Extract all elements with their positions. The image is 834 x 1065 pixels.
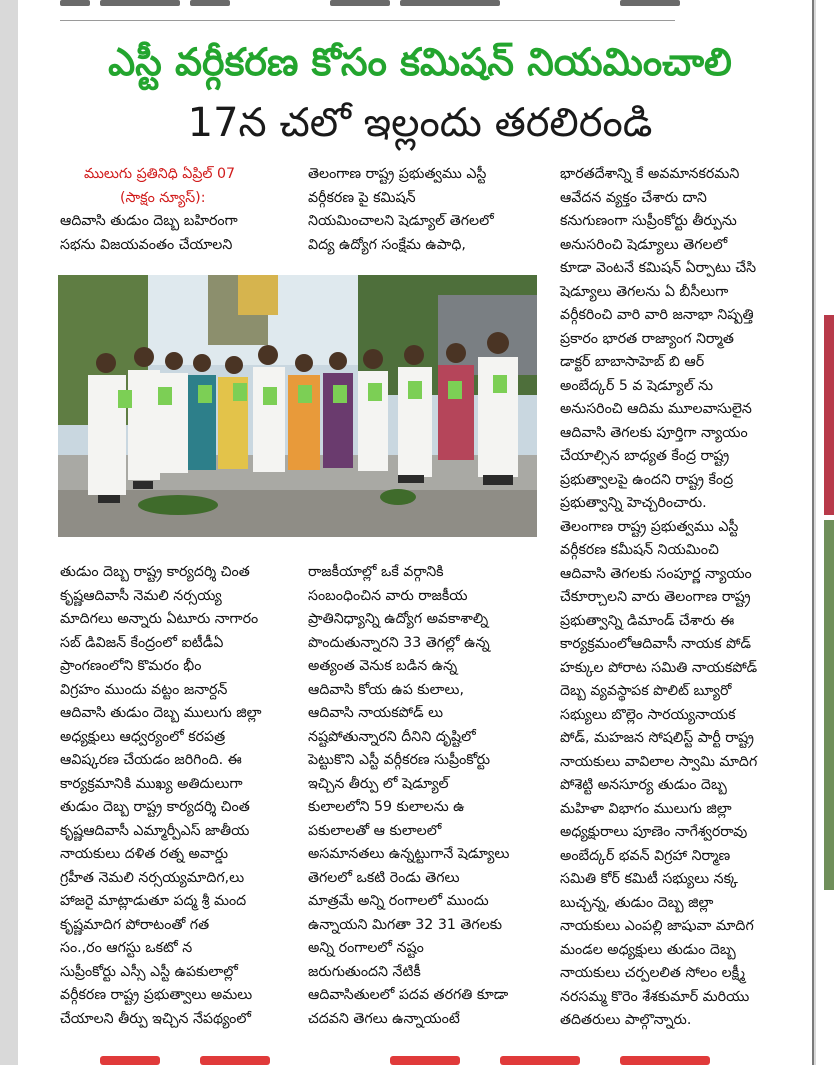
- text-line: చేయాలని తీర్పు ఇచ్చిన నేపథ్యంలో: [60, 1010, 251, 1027]
- text-line: హాజరై మాట్లాడుతూ పద్మ శ్రీ మంద: [60, 893, 247, 909]
- text-line: ఆదివాసి తెగలకు సంపూర్ణ న్యాయం: [560, 565, 752, 582]
- text-line: వర్గీకరణ రాష్ట్ర ప్రభుత్వాలు అమలు: [60, 987, 253, 1003]
- text-line: దెబ్బ వ్యవస్థాపక పొలిట్ బ్యూరో: [560, 683, 732, 699]
- text-line: ప్రకారం భారత రాజ్యాంగ నిర్మాత: [560, 330, 734, 347]
- text-line: ఆదివాసి తుడుం దెబ్బ బహిరంగా: [60, 213, 238, 229]
- text-line: తుడుం దెబ్బ రాష్ట్ర కార్యదర్శి చింత: [60, 564, 250, 580]
- text-line: ఆదివాసి తెగలకు పూర్తిగా న్యాయం: [560, 424, 748, 441]
- text-line: జరుగుతుందని నేటికీ: [308, 963, 421, 980]
- text-line: కృష్ణమాదిగ పోరాటంతో గత: [60, 916, 210, 933]
- cropped-next-headline: [60, 1052, 760, 1065]
- text-line: అన్ని రంగాలలో నష్టం: [308, 940, 424, 956]
- adjacent-article-edge: [816, 0, 834, 1065]
- text-line: మహిళా విభాగం ములుగు జిల్లా: [560, 800, 732, 817]
- text-line: పోశెట్టి అనసూర్య తుడుం దెబ్బ: [560, 777, 727, 793]
- text-line: అత్యంత వెనుక బడిన ఉన్న: [308, 658, 458, 674]
- text-line: ఆదివాసితులలో పదవ తరగతి కూడా: [308, 987, 509, 1003]
- column-divider: [812, 0, 814, 1065]
- text-line: నరసమ్మ కొరెం శేశకుమార్ మరియు: [560, 988, 750, 1005]
- text-line: సభను విజయవంతం చేయాలని: [60, 236, 233, 253]
- event-photo: [58, 275, 537, 537]
- text-line: వర్గీకరణ పై కమిషన్: [308, 189, 416, 206]
- dateline-line-1: ములుగు ప్రతినిధి ఏప్రిల్ 07: [84, 166, 236, 182]
- text-line: బుచ్చన్న, తుడుం దెబ్బ జిల్లా: [560, 894, 714, 911]
- text-line: సభ్యులు బొల్లెం సారయ్యనాయక: [560, 706, 736, 723]
- text-line: ఆవేదన వ్యక్తం చేశారు దాని: [560, 189, 707, 206]
- text-line: చేకూర్చాలని వారు తెలంగాణ రాష్ట్ర: [560, 589, 751, 605]
- text-line: ఇచ్చిన తీర్పు లో షెడ్యూల్: [308, 775, 449, 792]
- text-line: విద్య ఉద్యోగ సంక్షేమ ఉపాధి,: [308, 236, 466, 253]
- text-line: అధ్యక్షులు ఆధ్వర్యంలో కరపత్ర: [60, 728, 226, 745]
- text-line: ప్రాతినిధ్యాన్ని ఉద్యోగ అవకాశాల్ని: [308, 611, 489, 627]
- text-line: తుడుం దెబ్బ రాష్ట్ర కార్యదర్శి చింత: [60, 799, 250, 815]
- subheadline: 17న చలో ఇల్లందు తరలిరండి: [187, 100, 653, 146]
- text-line: కులాలలోని 59 కులాలను ఉ: [308, 799, 465, 815]
- text-line: సుప్రీంకోర్టు ఎస్సీ ఎస్టీ ఉపకులాల్లో: [60, 963, 238, 980]
- text-line: అధ్యక్షురాలు పూణెం నాగేశ్వరరావు: [560, 824, 748, 840]
- text-line: మాత్రమే అన్ని రంగాలలో ముందు: [308, 893, 489, 909]
- text-line: అంబేద్కర్ 5 వ షెడ్యూల్ ను: [560, 377, 714, 394]
- text-line: నాయకులు ఎంపల్లి జాషువా మాదిగ: [560, 918, 754, 934]
- text-line: ప్రభుత్వాలపై ఉందని రాష్ట్ర కేంద్ర: [560, 471, 734, 488]
- text-line: నాయకులు వావిలాల స్వామి మాదిగ: [560, 753, 758, 770]
- text-line: నాయకులు దళిత రత్న అవార్డు: [60, 846, 229, 862]
- text-line: కనుగుణంగా సుప్రీంకోర్టు తీర్పును: [560, 213, 737, 229]
- text-line: విగ్రహం ముందు వట్టం జనార్దన్: [60, 681, 228, 698]
- column-3: [560, 163, 810, 1033]
- text-line: ప్రాంగణంలోని కొమరం భీం: [60, 658, 202, 674]
- text-line: కృష్ణఆదివాసీ ఎమ్మార్పీఎస్ జాతీయ: [60, 822, 250, 839]
- text-line: తెగలలో ఒకటి రెండు తెగలు: [308, 869, 460, 886]
- column-2-top: [308, 163, 538, 257]
- text-line: నాయకులు చర్పలలిత సోలం లక్ష్మీ: [560, 965, 746, 981]
- text-line: తదితరులు పాల్గొన్నారు.: [560, 1012, 692, 1028]
- text-line: హక్కుల పోరాట సమితి నాయకపోడ్: [560, 659, 758, 676]
- text-line: తెలంగాణ రాష్ట్ర ప్రభుత్వము ఎస్టీ: [308, 166, 487, 182]
- text-line: చదవని తెగలు ఉన్నాయంటే: [308, 1010, 460, 1027]
- text-line: భారతదేశాన్ని కే అవమానకరమని: [560, 166, 740, 182]
- text-line: అసమానతలు ఉన్నట్టుగానే షెడ్యూలు: [308, 846, 510, 862]
- text-line: ఉన్నాయని మిగతా 32 31 తెగలకు: [308, 916, 503, 933]
- text-line: ప్రభుత్వాన్ని హెచ్చరించారు.: [560, 495, 707, 511]
- column-1-top: [60, 163, 290, 257]
- dateline-line-2: (సాక్షం న్యూస్):: [120, 189, 206, 206]
- cropped-previous-text: [60, 0, 680, 8]
- text-line: డాక్టర్ బాబాసాహెబ్ బి ఆర్: [560, 354, 705, 370]
- text-line: పకులాలతో ఆ కులాలలో: [308, 822, 442, 839]
- text-line: మండల అధ్యక్షులు తుడుం దెబ్బ: [560, 941, 736, 958]
- text-line: సంబంధించిన వారు రాజకీయ: [308, 587, 468, 604]
- text-line: సమితి కోర్ కమిటీ సభ్యులు నక్క: [560, 871, 738, 887]
- text-line: గ్రహీత నెమలి నర్సయ్యమాదిగ,లు: [60, 869, 245, 886]
- text-line: నియమించాలని షెడ్యూల్ తెగలలో: [308, 213, 494, 229]
- text-line: పెట్టుకొని ఎస్టీ వర్గీకరణ సుప్రీంకోర్టు: [308, 752, 490, 768]
- text-line: షెడ్యూలు తెగలను ఏ బీసీలుగా: [560, 283, 729, 300]
- text-line: పోడ్, మహజన సోషలిస్ట్ పార్టీ రాష్ట్ర: [560, 730, 755, 746]
- headline: ఎస్టీ వర్గీకరణ కోసం కమిషన్ నియమించాలి: [108, 40, 732, 84]
- text-line: అనుసరించి షెడ్యూలు తెగలలో: [560, 236, 728, 253]
- column-1-bottom: [60, 561, 300, 1031]
- text-line: అనుసరించి ఆదిమ మూలవాసులైన: [560, 401, 752, 417]
- text-line: మాదిగలు అన్నారు ఏటూరు నాగారం: [60, 611, 259, 627]
- text-line: సం.,రం ఆగస్టు ఒకటో న: [60, 940, 193, 956]
- text-line: ఆదివాసి కోయ ఉప కులాలు,: [308, 681, 464, 698]
- text-line: ఆవిష్కరణ చేయడం జరిగింది. ఈ: [60, 752, 242, 768]
- text-line: కృష్ణఆదివాసీ నెమలి నర్సయ్య: [60, 587, 222, 604]
- text-line: వర్గీకరించి వారి వారి జనాభా నిష్పత్తి: [560, 307, 754, 323]
- column-2-bottom: [308, 561, 548, 1031]
- text-line: తెలంగాణ రాష్ట్ర ప్రభుత్వము ఎస్టీ: [560, 518, 739, 535]
- text-line: సబ్ డివిజన్ కేంద్రంలో ఐటీడీఏ: [60, 634, 224, 651]
- text-line: ఆదివాసి తుడుం దెబ్బ ములుగు జిల్లా: [60, 705, 262, 721]
- text-line: కార్యక్రమంలోఆదివాసీ నాయక పోడ్: [560, 636, 752, 652]
- top-rule: [60, 20, 675, 21]
- text-line: కార్యక్రమానికి ముఖ్య అతిదులుగా: [60, 775, 243, 792]
- text-line: చేయాల్సిన బాధ్యత కేంద్ర రాష్ట్ర: [560, 448, 730, 464]
- text-line: కూడా వెంటనే కమిషన్ ఏర్పాటు చేసి: [560, 260, 757, 276]
- text-line: పొందుతున్నారని 33 తెగల్లో ఉన్న: [308, 634, 490, 651]
- text-line: వర్గీకరణ కమీషన్ నియమించి: [560, 542, 719, 558]
- text-line: రాజకీయాల్లో ఒకే వర్గానికి: [308, 564, 444, 580]
- text-line: ఆదివాసి నాయకపోడ్ లు: [308, 705, 444, 721]
- text-line: నష్టపోతున్నారని దీనిని దృష్టిలో: [308, 728, 476, 745]
- text-line: ప్రభుత్వాన్ని డిమాండ్ చేశారు ఈ: [560, 612, 735, 629]
- text-line: అంబేద్కర్ భవన్ విగ్రహా నిర్మాణ: [560, 847, 731, 864]
